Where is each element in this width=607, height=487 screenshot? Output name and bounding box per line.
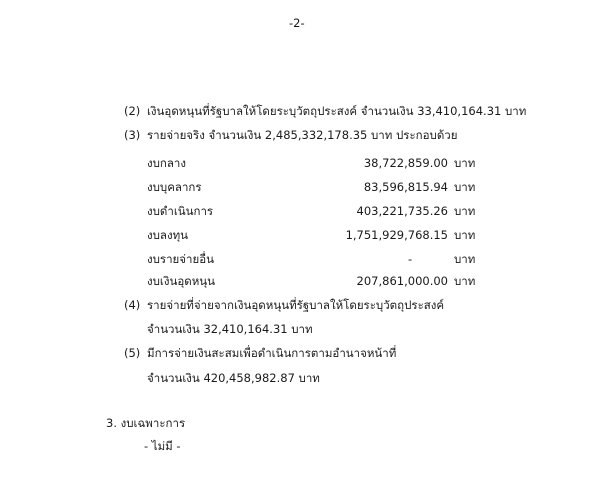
item-3-text: รายจ่ายจริง จำนวนเงิน 2,485,332,178.35 บาท ประกอบด้วย: [147, 128, 458, 142]
expense-amount: 207,861,000.00: [356, 274, 448, 288]
expense-amount: 1,751,929,768.15: [345, 228, 448, 242]
expense-unit: บาท: [454, 180, 476, 194]
item-5-amount-line: จำนวนเงิน 420,458,982.87 บาท: [147, 371, 320, 385]
item-5-number: (5): [124, 346, 141, 360]
expense-amount: 403,221,735.26: [356, 204, 448, 218]
expense-unit: บาท: [454, 228, 476, 242]
expense-label: งบเงินอุดหนุน: [147, 274, 216, 288]
item-4-amount-line: จำนวนเงิน 32,410,164.31 บาท: [147, 322, 313, 336]
expense-unit: บาท: [454, 204, 476, 218]
expense-amount: -: [408, 252, 413, 266]
expense-unit: บาท: [454, 156, 476, 170]
expense-label: งบกลาง: [147, 156, 186, 170]
item-3-number: (3): [124, 128, 141, 142]
page-number: -2-: [289, 16, 305, 30]
expense-label: งบบุคลากร: [147, 180, 202, 194]
expense-label: งบดำเนินการ: [147, 204, 214, 218]
item-5-text: มีการจ่ายเงินสะสมเพื่อดำเนินการตามอำนาจหน้าที่: [147, 346, 397, 360]
expense-amount: 38,722,859.00: [363, 156, 448, 170]
item-4-text: รายจ่ายที่จ่ายจากเงินอุดหนุนที่รัฐบาลให้โดยระบุวัตถุประสงค์: [147, 298, 445, 312]
expense-amount: 83,596,815.94: [363, 180, 448, 194]
expense-unit: บาท: [454, 274, 476, 288]
expense-unit: บาท: [454, 252, 476, 266]
expense-label: งบรายจ่ายอื่น: [147, 252, 214, 266]
section-3-content: - ไม่มี -: [144, 439, 181, 453]
section-3-heading: 3. งบเฉพาะการ: [106, 416, 186, 430]
item-4-number: (4): [124, 298, 141, 312]
item-2-number: (2): [124, 104, 141, 118]
item-2-text: เงินอุดหนุนที่รัฐบาลให้โดยระบุวัตถุประสงค์ จำนวนเงิน 33,410,164.31 บาท: [147, 104, 527, 118]
expense-label: งบลงทุน: [147, 228, 189, 242]
